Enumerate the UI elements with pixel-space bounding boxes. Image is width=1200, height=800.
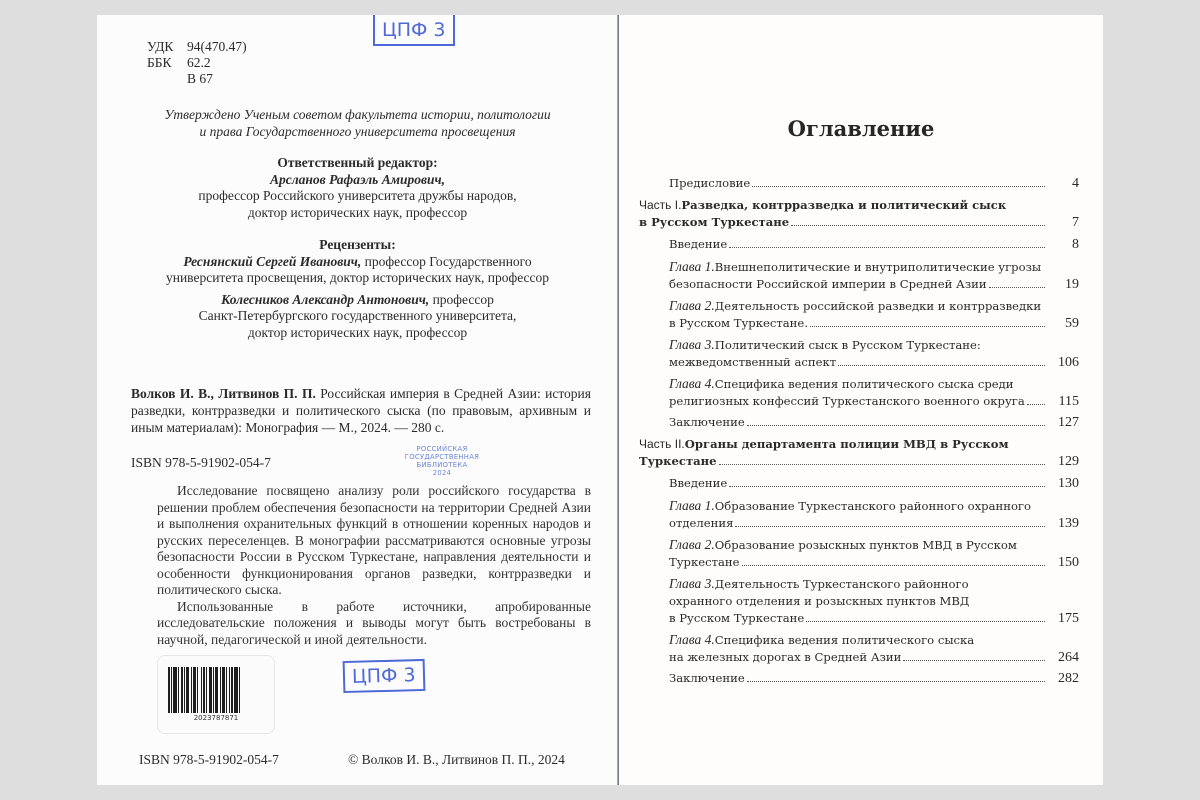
- toc-entry-line: [669, 236, 1079, 253]
- toc-entry-line: [669, 515, 1079, 532]
- classification-codes: [147, 39, 247, 87]
- chapter-label: Глава 2.: [669, 298, 715, 313]
- toc-page-number: 129: [1058, 454, 1079, 469]
- chapter-label: Глава 2.: [669, 537, 715, 552]
- dot-leader: [810, 326, 1045, 327]
- toc-entry[interactable]: [639, 197, 1079, 231]
- bibliographic-authors: Волков И. В., Литвинов П. П.: [131, 386, 316, 401]
- toc-entry-line: [669, 575, 1079, 593]
- toc-entry[interactable]: [639, 436, 1079, 470]
- abstract-paragraph: Использованные в работе источники, апробированные исследовательские положения и выводы могут быть востребованы в научной, педагогической и иной деятельности.: [157, 598, 591, 647]
- toc-entry-line: [639, 214, 1079, 231]
- barcode-label: [157, 655, 275, 734]
- editor-heading: Ответственный редактор:: [277, 155, 438, 170]
- dot-leader: [735, 526, 1045, 527]
- toc-page-number: 130: [1058, 476, 1079, 491]
- toc-entry-line: [669, 670, 1079, 687]
- dot-leader: [989, 287, 1045, 288]
- barcode-icon: [168, 667, 261, 713]
- toc-entry-text: Деятельность Туркестанского районного: [714, 577, 969, 591]
- dot-leader: [747, 681, 1045, 682]
- toc-page-number: 264: [1058, 650, 1079, 665]
- toc-entry-text: Заключение: [669, 671, 745, 685]
- toc-entry-text: Заключение: [669, 415, 745, 429]
- toc-entry-text: в Русском Туркестане: [639, 215, 790, 229]
- toc-entry-text: Внешнеполитические и внутриполитические угрозы: [714, 260, 1042, 274]
- toc-entry[interactable]: [639, 297, 1079, 332]
- toc-entry-text: межведомственный аспект: [669, 355, 837, 369]
- dot-leader: [903, 660, 1045, 661]
- toc-entry-text: Политический сыск в Русском Туркестане:: [714, 338, 981, 352]
- dot-leader: [729, 247, 1045, 248]
- toc-entry-text: Образование розыскных пунктов МВД в Русском: [714, 538, 1017, 552]
- toc-entry-text: Специфика ведения политического сыска: [714, 633, 975, 647]
- toc-entry-line: [669, 393, 1079, 410]
- toc-entry[interactable]: [639, 375, 1079, 410]
- dot-leader: [806, 621, 1045, 622]
- toc-entry[interactable]: [639, 631, 1079, 666]
- toc-entry-text: Образование Туркестанского районного охранного: [714, 499, 1031, 513]
- toc-entry-line: [669, 610, 1079, 627]
- dot-leader: [742, 565, 1046, 566]
- barcode-gap: [240, 667, 242, 713]
- toc-entry-line: [639, 197, 1079, 214]
- reviewer-2-title: профессор: [429, 291, 494, 307]
- toc-entry-line: [669, 593, 1079, 610]
- toc-entry-line: [669, 258, 1079, 276]
- toc-entry-text: Туркестане: [669, 555, 740, 569]
- abstract: [157, 483, 591, 648]
- author-mark-row: [147, 71, 247, 87]
- toc-page-number: 139: [1058, 516, 1079, 531]
- toc-entry-line: [669, 276, 1079, 293]
- toc-entry-text: в Русском Туркестане.: [669, 316, 808, 330]
- right-page: [619, 15, 1103, 785]
- bibliographic-description: Российская империя в Средней Азии: история разведки, контрразведки и политического сыска (по правовым, архивным и иным материалам): Монография — М., 2024. — 280 с.: [131, 386, 591, 435]
- approval-note: [97, 106, 618, 140]
- part-label: Часть I.: [639, 198, 682, 212]
- dot-leader: [729, 486, 1045, 487]
- toc-entry-line: [669, 336, 1079, 354]
- toc-entry-line: [669, 315, 1079, 332]
- toc-entry-line: [669, 497, 1079, 515]
- reviewer-2: [97, 292, 618, 309]
- code-value: 94(470.47): [187, 39, 247, 54]
- bibliographic-record: [131, 385, 591, 436]
- code-value: 62.2: [187, 55, 211, 70]
- toc-entry-text: отделения: [669, 516, 734, 530]
- library-stamp-line: РОССИЙСКАЯ: [416, 445, 468, 453]
- toc-title: Оглавление: [787, 116, 935, 141]
- barcode-number: 2023787871: [193, 714, 239, 722]
- editor-line-1: профессор Российского университета дружбы народов,: [198, 188, 517, 203]
- toc-entry-line: [669, 414, 1079, 431]
- toc-entry[interactable]: [639, 175, 1079, 192]
- toc-entry-text: религиозных конфессий Туркестанского военного округа: [669, 394, 1025, 408]
- reviewer-1-title: профессор Государственного: [361, 253, 532, 269]
- toc-entry-text: в Русском Туркестане: [669, 611, 805, 625]
- toc-entry-text: Специфика ведения политического сыска среди: [714, 377, 1014, 391]
- approval-line-1: Утверждено Ученым советом факультета истории, политологии: [164, 107, 551, 122]
- toc-entry[interactable]: [639, 536, 1079, 571]
- toc-entry-line: [669, 297, 1079, 315]
- code-value: В 67: [187, 71, 213, 86]
- toc-entry-text: охранного отделения и розыскных пунктов МВД: [669, 594, 970, 608]
- library-stamp-line: БИБЛИОТЕКА: [416, 461, 468, 469]
- code-key: УДК: [147, 39, 174, 54]
- toc-page-number: 115: [1058, 394, 1079, 409]
- dot-leader: [1027, 404, 1045, 405]
- copyright: © Волков И. В., Литвинов П. П., 2024: [348, 752, 565, 767]
- toc-entry-text: Введение: [669, 476, 728, 490]
- reviewers-heading: Рецензенты:: [319, 237, 396, 252]
- toc-entry-line: [669, 375, 1079, 393]
- toc-page-number: 59: [1065, 316, 1079, 331]
- code-key: [147, 71, 187, 87]
- reviewer-1: [97, 254, 618, 271]
- toc-entry-text: Органы департамента полиции МВД в Русском: [684, 437, 1009, 451]
- cpf-stamp-bottom: ЦПФ 3: [343, 659, 425, 693]
- toc-page-number: 175: [1058, 611, 1079, 626]
- chapter-label: Глава 3.: [669, 337, 715, 352]
- toc-entry-line: [669, 649, 1079, 666]
- toc-page-number: 282: [1058, 671, 1079, 686]
- toc-entry-line: [669, 175, 1079, 192]
- cpf-stamp-top: ЦПФ 3: [373, 15, 455, 46]
- chapter-label: Глава 4.: [669, 632, 715, 647]
- toc-entry-text: на железных дорогах в Средней Азии: [669, 650, 902, 664]
- chapter-label: Глава 3.: [669, 576, 715, 591]
- toc-page-number: 106: [1058, 355, 1079, 370]
- code-key: ББК: [147, 55, 172, 70]
- editor-name: Арсланов Рафаэль Амирович,: [270, 171, 445, 187]
- toc-page-number: 7: [1072, 215, 1079, 230]
- reviewers-block: [97, 237, 618, 341]
- left-page: [97, 15, 618, 785]
- toc-entry[interactable]: [639, 475, 1079, 492]
- toc-entry-text: Введение: [669, 237, 728, 251]
- chapter-label: Глава 4.: [669, 376, 715, 391]
- dot-leader: [838, 365, 1045, 366]
- dot-leader: [747, 425, 1045, 426]
- toc-entry[interactable]: [639, 670, 1079, 687]
- library-stamp-line: ГОСУДАРСТВЕННАЯ: [404, 453, 480, 461]
- toc-entry[interactable]: [639, 575, 1079, 627]
- bbk-row: [147, 55, 247, 71]
- toc-entry[interactable]: [639, 336, 1079, 371]
- reviewer-1-line-2: университета просвещения, доктор исторических наук, профессор: [165, 270, 550, 285]
- toc-entry[interactable]: [639, 497, 1079, 532]
- dot-leader: [719, 464, 1045, 465]
- toc-entry[interactable]: [639, 414, 1079, 431]
- toc-page-number: 127: [1058, 415, 1079, 430]
- editor-line-2: доктор исторических наук, профессор: [247, 204, 468, 220]
- toc-entry-line: [669, 631, 1079, 649]
- approval-line-2: и права Государственного университета просвещения: [199, 124, 516, 139]
- reviewer-2-line-2: Санкт-Петербургского государственного университета,: [198, 308, 517, 323]
- library-stamp-line: 2024: [432, 469, 452, 477]
- toc-entry[interactable]: [639, 236, 1079, 253]
- udk-row: [147, 39, 247, 55]
- dot-leader: [791, 225, 1045, 226]
- toc-entry[interactable]: [639, 258, 1079, 293]
- library-stamp: [387, 445, 497, 477]
- chapter-label: Глава 1.: [669, 498, 715, 513]
- toc-entry-line: [669, 475, 1079, 492]
- toc-entry-text: Предисловие: [669, 176, 751, 190]
- toc-page-number: 150: [1058, 555, 1079, 570]
- editor-block: [97, 155, 618, 221]
- toc-page-number: 8: [1072, 237, 1079, 252]
- isbn-top: ISBN 978-5-91902-054-7: [131, 455, 271, 470]
- part-label: Часть II.: [639, 437, 685, 451]
- toc-entry-text: безопасности Российской империи в Средней Азии: [669, 277, 987, 291]
- toc-entry-line: [639, 436, 1079, 453]
- toc-entry-text: Туркестане: [639, 454, 717, 468]
- reviewer-1-name: Реснянский Сергей Иванович,: [183, 253, 362, 269]
- isbn-bottom: ISBN 978-5-91902-054-7: [139, 752, 279, 767]
- toc-entry-line: [669, 536, 1079, 554]
- toc-entry-line: [669, 554, 1079, 571]
- toc-entry-line: [639, 453, 1079, 470]
- toc-page-number: 4: [1072, 176, 1079, 191]
- toc-entry-text: Разведка, контрразведка и политический сыск: [681, 198, 1007, 212]
- reviewer-2-name: Колесников Александр Антонович,: [221, 291, 430, 307]
- abstract-paragraph: Исследование посвящено анализу роли российского государства в решении проблем обеспечения безопасности на территории Средней Азии и выполнения охранительных функций в отношении коренных народов и русских переселенцев. В монографии рассматриваются основные угрозы безопасности России в Русском Туркестане, направления деятельности и особенности функционирования органов разведки, контрразведки и политического сыска.: [157, 483, 591, 597]
- chapter-label: Глава 1.: [669, 259, 715, 274]
- toc-page-number: 19: [1065, 277, 1079, 292]
- toc-entry-text: Деятельность российской разведки и контрразведки: [714, 299, 1042, 313]
- reviewer-2-line-3: доктор исторических наук, профессор: [247, 324, 468, 340]
- toc-entry-line: [669, 354, 1079, 371]
- dot-leader: [752, 186, 1045, 187]
